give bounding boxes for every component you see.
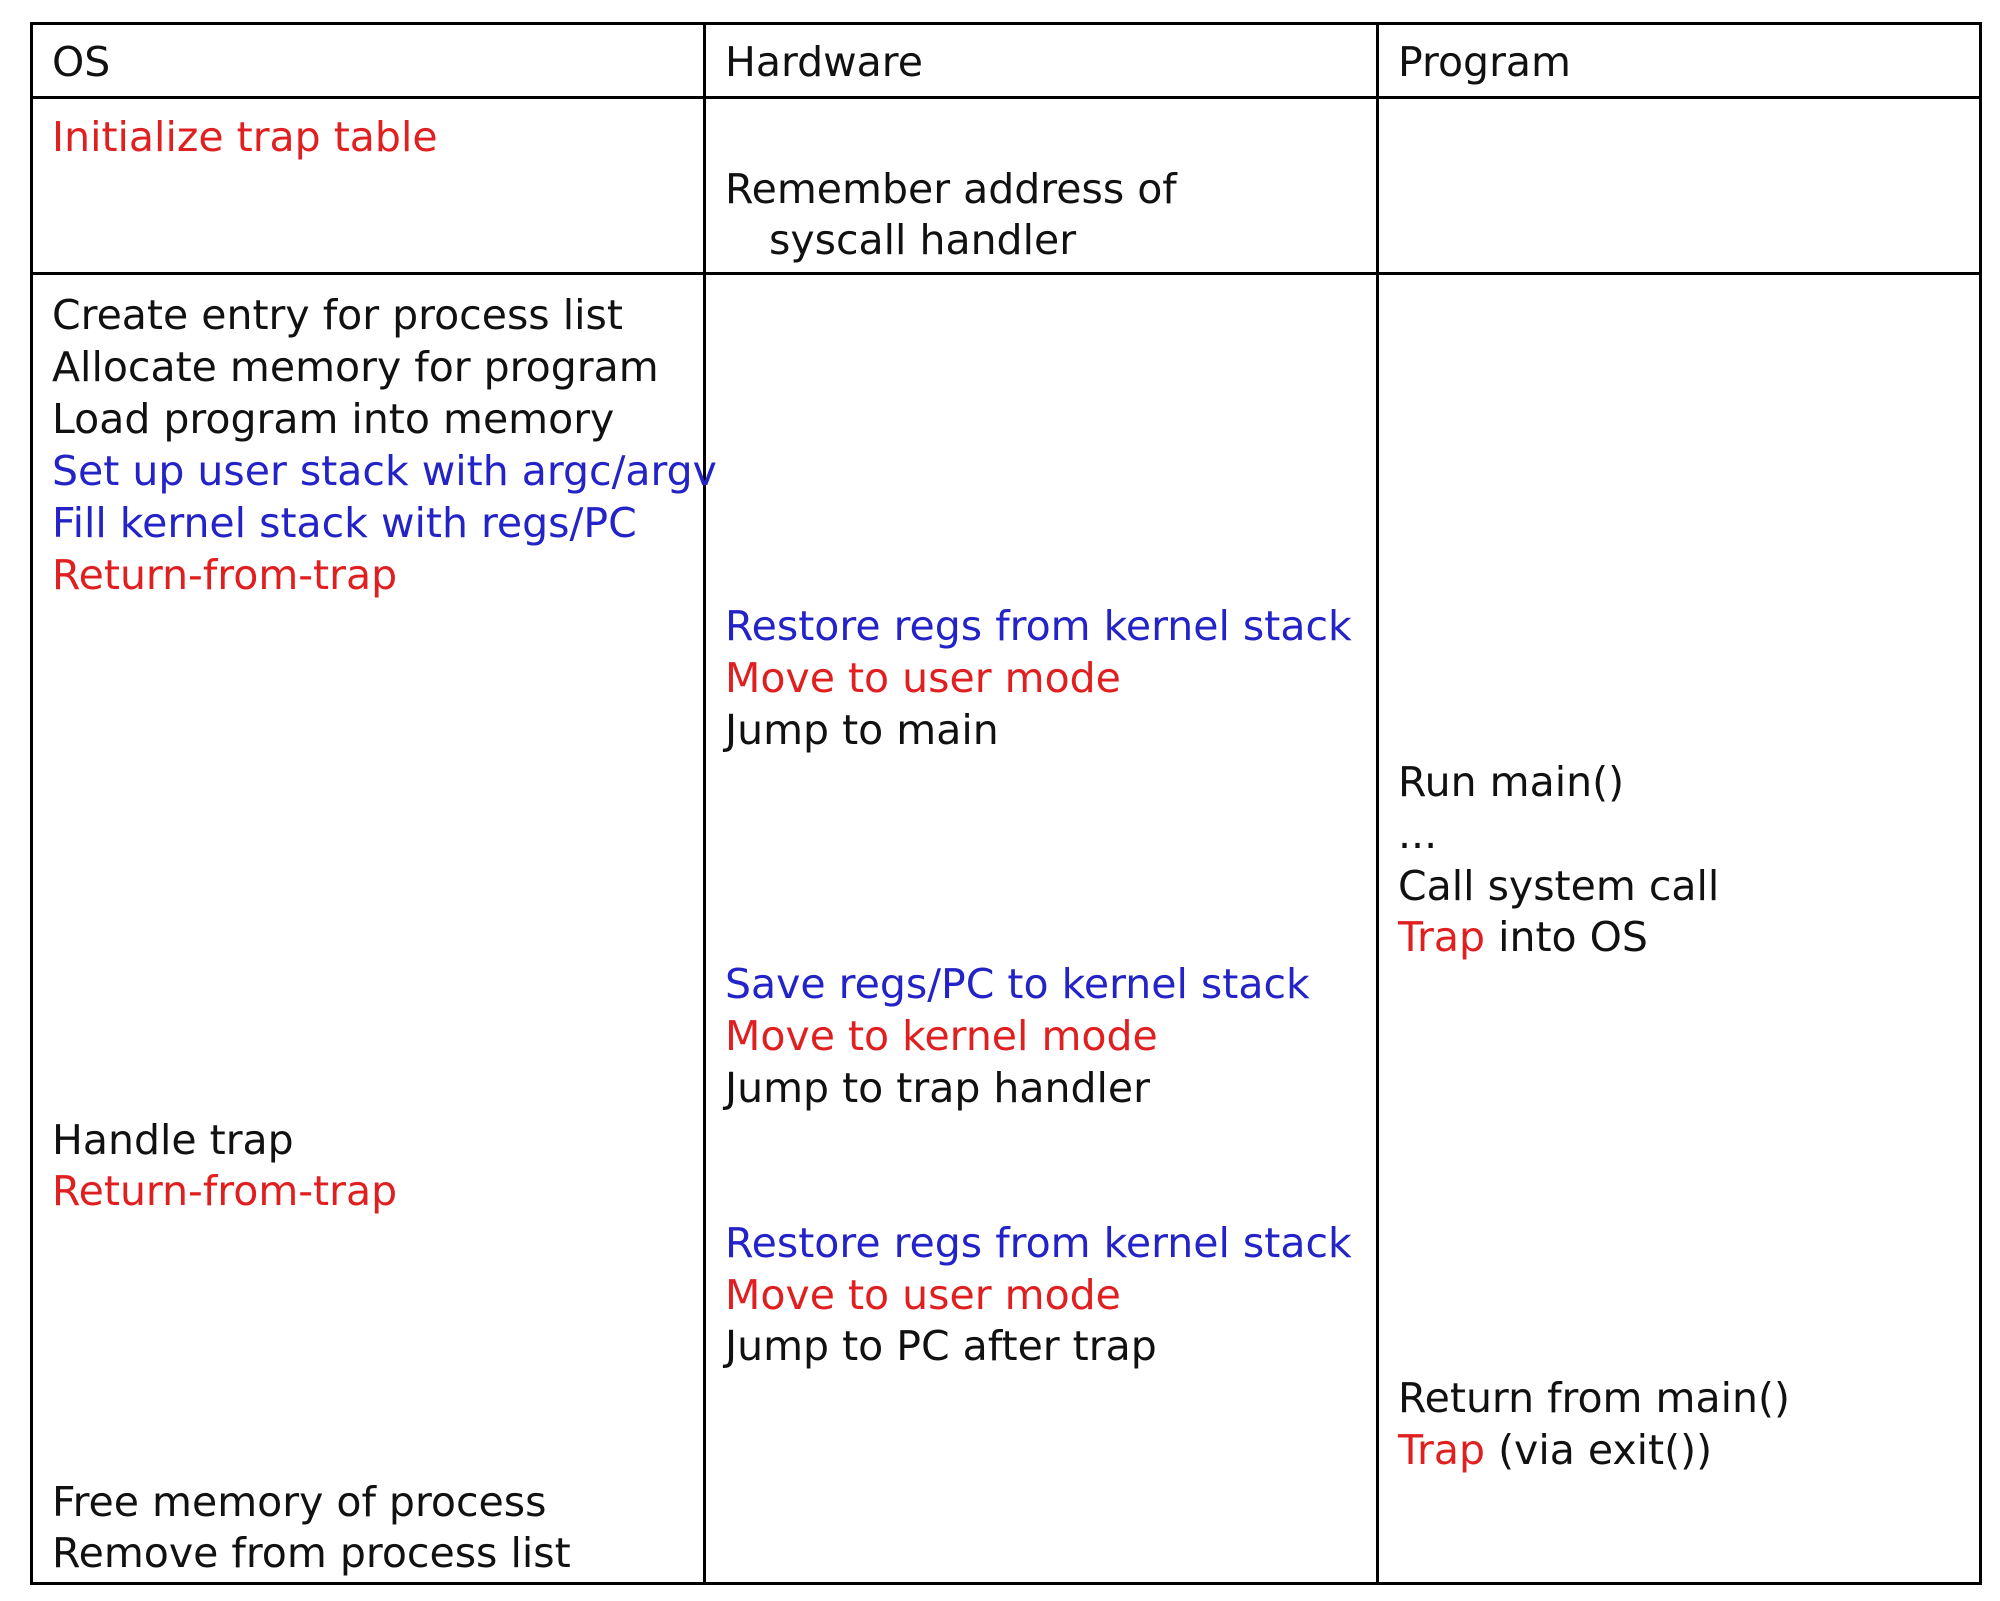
- column-divider-os-hardware: [703, 22, 706, 1585]
- os-handle-trap: Handle trap: [52, 1116, 294, 1164]
- prog-return-from-main: Return from main(): [1398, 1374, 1790, 1422]
- column-divider-hardware-program: [1376, 22, 1379, 1585]
- hw-jump-to-main: Jump to main: [725, 706, 999, 754]
- prog-trap-rest-2: (via exit()): [1485, 1426, 1713, 1474]
- os-return-from-trap-2: Return-from-trap: [52, 1167, 398, 1215]
- hw-move-user-mode-2: Move to user mode: [725, 1271, 1121, 1319]
- table-right-border: [1979, 22, 1982, 1585]
- os-fill-kernel-stack: Fill kernel stack with regs/PC: [52, 499, 637, 547]
- header-hardware: Hardware: [725, 38, 923, 86]
- prog-trap-rest-1: into OS: [1485, 913, 1648, 961]
- hw-jump-pc-after-trap: Jump to PC after trap: [725, 1322, 1157, 1370]
- os-free-memory: Free memory of process: [52, 1478, 547, 1526]
- header-bottom-border: [30, 96, 1982, 99]
- hw-move-user-mode-1: Move to user mode: [725, 654, 1121, 702]
- prog-ellipsis: ...: [1398, 810, 1438, 858]
- prog-run-main: Run main(): [1398, 758, 1625, 806]
- hw-remember-address: Remember address of: [725, 165, 1177, 213]
- prog-call-system-call: Call system call: [1398, 862, 1720, 910]
- os-setup-user-stack: Set up user stack with argc/argv: [52, 447, 717, 495]
- row1-bottom-border: [30, 272, 1982, 275]
- header-os: OS: [52, 38, 111, 86]
- header-program: Program: [1398, 38, 1571, 86]
- hw-syscall-handler: syscall handler: [769, 216, 1077, 264]
- os-create-entry: Create entry for process list: [52, 291, 623, 339]
- os-remove-from-list: Remove from process list: [52, 1529, 571, 1577]
- table-bottom-border: [30, 1582, 1982, 1585]
- hw-restore-regs-2: Restore regs from kernel stack: [725, 1219, 1352, 1267]
- hw-jump-trap-handler: Jump to trap handler: [725, 1064, 1150, 1112]
- os-allocate-memory: Allocate memory for program: [52, 343, 659, 391]
- prog-trap-word-1: Trap: [1398, 913, 1486, 961]
- hw-move-kernel-mode: Move to kernel mode: [725, 1012, 1158, 1060]
- table-top-border: [30, 22, 1982, 25]
- table-left-border: [30, 22, 33, 1585]
- prog-trap-word-2: Trap: [1398, 1426, 1486, 1474]
- hw-save-regs: Save regs/PC to kernel stack: [725, 960, 1310, 1008]
- hw-restore-regs-1: Restore regs from kernel stack: [725, 602, 1352, 650]
- prog-trap-via-exit: [1398, 1424, 1712, 1476]
- os-return-from-trap-1: Return-from-trap: [52, 551, 398, 599]
- os-load-program: Load program into memory: [52, 395, 615, 443]
- prog-trap-into-os: [1398, 911, 1648, 963]
- os-initialize-trap-table: Initialize trap table: [52, 113, 438, 161]
